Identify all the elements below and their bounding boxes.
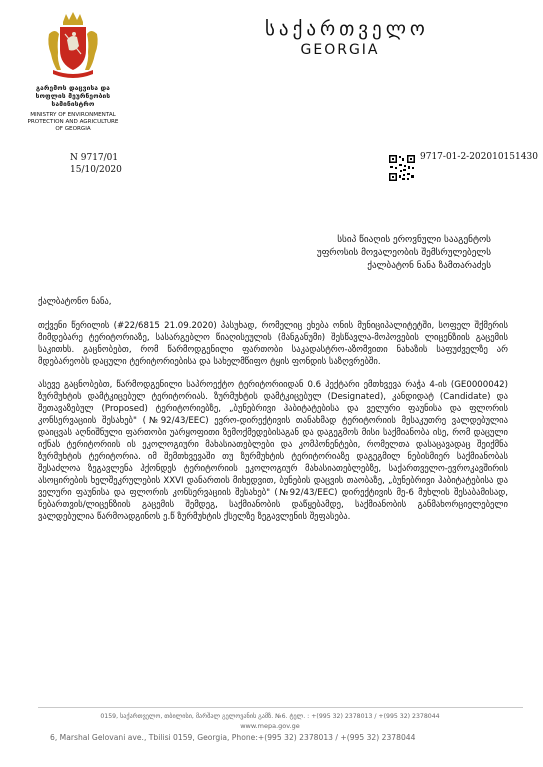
addressee-line2: უფროსის მოვალეობის შემსრულებელს (316, 247, 491, 258)
footer-address-english: 6, Marshal Gelovani ave., Tbilisi 0159, Georgia, Phone:+(995 32) 2378013 / +(995 32) 2378044 (50, 733, 416, 742)
addressee-block (317, 233, 491, 272)
document-meta (70, 152, 122, 176)
addressee-line3: ქალბატონ ნანა ზამთარაძეს (367, 260, 491, 271)
ministry-en-line1: MINISTRY OF ENVIRONMENTAL (30, 112, 116, 118)
ministry-name-georgian (18, 84, 128, 108)
document-number: N 9717/01 (70, 153, 119, 163)
coat-of-arms-icon (45, 10, 101, 80)
country-name-georgian: საქართველო (265, 18, 429, 40)
ministry-en-line2: PROTECTION AND AGRICULTURE (27, 119, 119, 125)
ministry-ka-line1: გარემოს დაცვისა და (35, 84, 111, 92)
country-name-english: GEORGIA (300, 42, 380, 58)
paragraph-emerald-network: ასევე გაცნობებთ, წარმოდგენილი საპროექტო ტერიტორიიდან 0.6 ჰექტარი ემთხვევა რაჭა 4-ის (GE0000042) ზურმუხტის დამტკიცებულ ტერიტორიას. ზურმუხტის დამტკიცებულ (Designated), კანდიდატ (Candidate) და შეთავაზებულ (Proposed) ტერიტორიებზე, „ბუნებრივი ჰაბიტატებისა და ველური ფაუნისა და ფლორის კონსერვაციის შესახებ" (№92/43/EEC) ევრო-დირექტივის თანახმად ტერიტორიის მესაკუთრე ვალდებულია დაიცვას აღნიშნული ფართობი უარყოფითი ზემოქმედებისაგან და დაგეგმოს მისი საქმიანობა ისე, რომ დაცული იქნას ტერიტორიის ის ეკოლოგიური მახასიათებლები და კომპონენტები, რომელთა დასაცავადაც შეიქმნა ზურმუხტის ტერიტორია. იმ შემთხვევაში თუ ზურმუხტის ტერიტორიაზე დაგეგმილ ნებისმიერ საქმიანობას შესაძლოა ზეგავლენა ჰქონდეს ტერიტორიის ეკოლოგიურ მახასიათებლებზე, საქართველო-ევროკავშირის ასოცირების ხელშეკრულების XXVI დანართის მიხედვით, ბუნების დაცვის თაობაზე, „ბუნებრივი ჰაბიტატებისა და ველური ფაუნისა და ფლორის კონსერვაციის შესახებ" (№92/43/EEC) დირექტივის მე-6 მუხლის შესაბამისად, ნებართვის/ლიცენზიის გაცემის შემდეგ, საქმიანობის დაწყებამდე, საქმიანობის განმახორციელებელი ვალდებულია წარმოადგინოს ე.წ ზურმუხტის ქსელზე ზეგავლენის შეფასება. (38, 380, 508, 522)
qr-code-icon (389, 155, 415, 181)
footer-website-link[interactable]: www.mepa.gov.ge (240, 722, 300, 730)
ministry-header (18, 10, 128, 133)
ministry-ka-line3: სამინისტრო (51, 100, 95, 108)
footer-divider (38, 707, 523, 708)
ministry-ka-line2: სოფლის მეურნეობის (35, 92, 111, 100)
document-date: 15/10/2020 (70, 165, 122, 175)
letter-body (38, 296, 508, 534)
addressee-line1: სსიპ წიაღის ეროვნული სააგენტოს (337, 234, 491, 245)
greeting: ქალბატონო ნანა, (38, 297, 112, 307)
footer (50, 712, 490, 744)
document-id: 9717-01-2-202010151430 (420, 152, 538, 162)
paragraph-response: თქვენი წერილის (#22/6815 21.09.2020) პასუხად, რომელიც ეხება ონის მუნიციპალიტეტში, სოფელ შქმერის მიმდებარე ტერიტორიაზე, სასარგებლო წიაღისეულის (მანგანუმი) შესწავლა-მოპოვების ლიცენზიის გაცემის საკითხს. გაცნობებთ, რომ წარმოდგენილი ფართობი საკადასტრო-აზომვითი ნახაზის საფუძველზე არ მდებარეობს დაცული ტერიტორიებისა და სახელმწიფო ტყის ფონდის საზღვრებში. (38, 321, 508, 367)
ministry-name-english (18, 112, 128, 133)
ministry-en-line3: OF GEORGIA (55, 126, 91, 132)
footer-address-georgian: 0159, საქართველო, თბილისი, მარშალ გელოვანის გამზ. №6. ტელ. : +(995 32) 2378013 / +(995 32) 2378044 (100, 713, 440, 720)
country-header (265, 18, 429, 58)
